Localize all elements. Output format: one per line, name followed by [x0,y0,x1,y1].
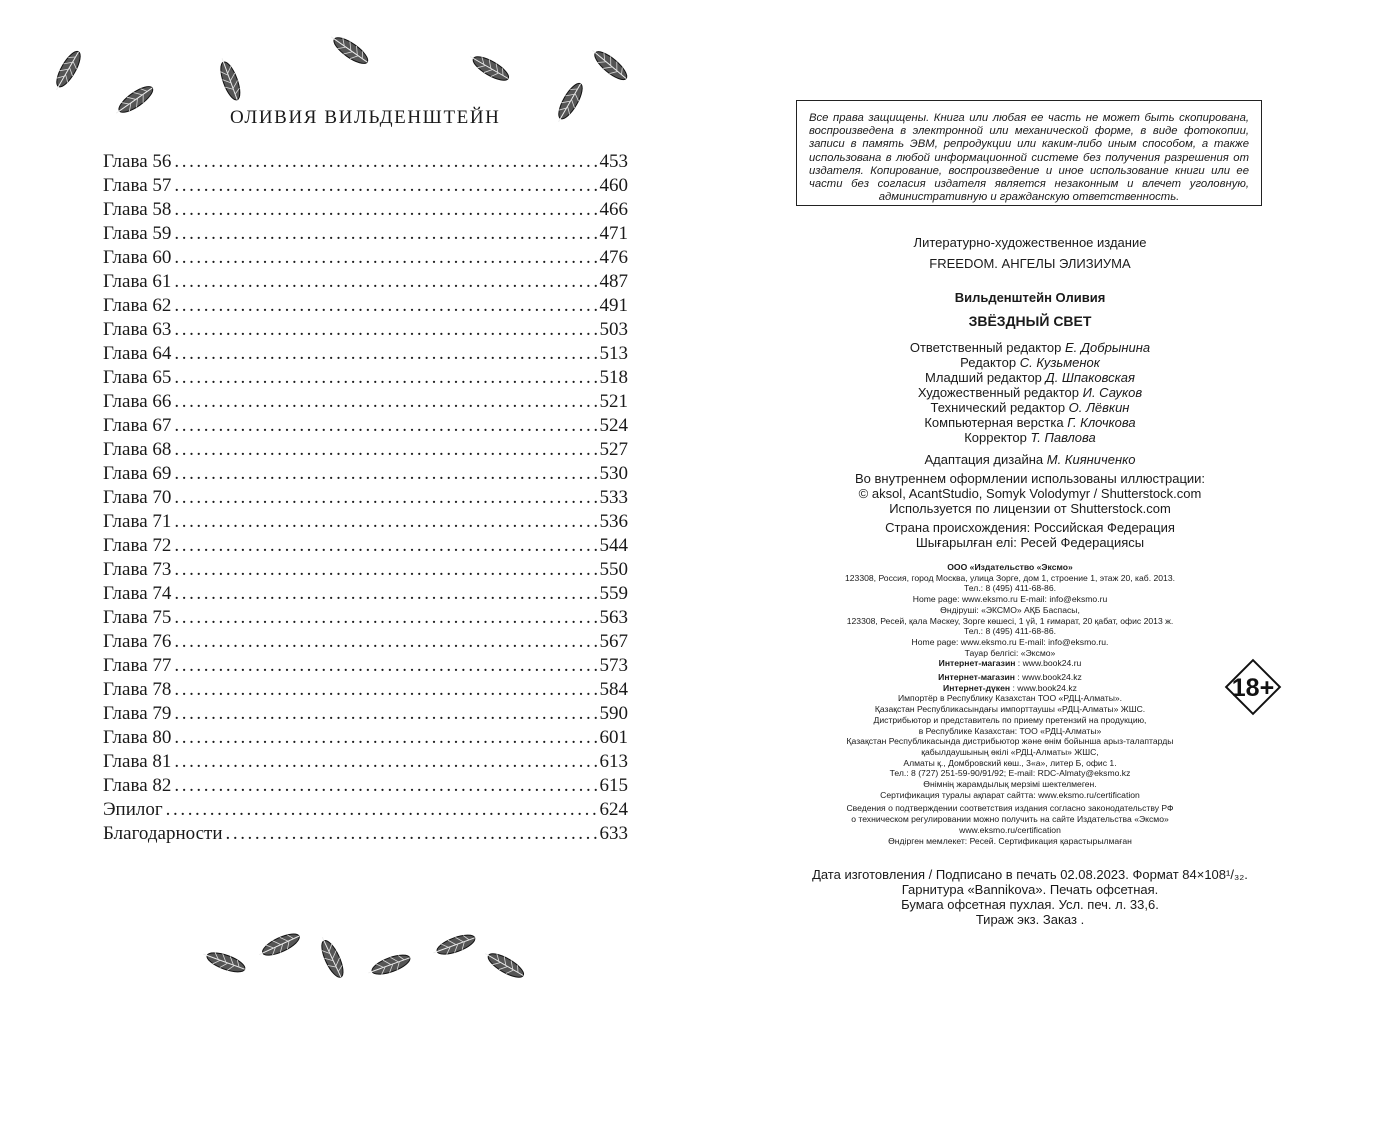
toc-leader-dots [174,702,596,726]
toc-page-number: 613 [599,751,628,772]
toc-page-number: 524 [599,415,628,436]
copyright-notice: Все права защищены. Книга или любая ее часть не может быть скопирована, воспроизведена в электронной или механической форме, в виде фотокопии, записи в память ЭВМ, репродукции или каким-либо иным способом, а также использована в любой информационной системе без получения разрешения от издателя. Копирование, воспроизведение и иное использование книги или ее части без согласия издателя является незаконным и влечет уголовную, административную и гражданскую ответственность. [796,100,1262,206]
illustration-line: Используется по лицензии от Shutterstock.com [889,501,1171,516]
toc-leader-dots [174,294,596,318]
credit-name: О. Лёвкин [1068,400,1130,415]
publisher-imprint [760,562,1260,846]
toc-page-number: 615 [599,775,628,796]
credit-line [780,355,1280,370]
toc-label: Благодарности [103,823,223,844]
credit-name: Т. Павлова [1030,430,1096,445]
running-header-author: ОЛИВИЯ ВИЛЬДЕНШТЕЙН [230,107,501,128]
country-line: Шығарылған елі: Ресей Федерациясы [915,535,1145,550]
credit-role: Корректор [964,430,1027,445]
toc-page-number: 460 [599,175,628,196]
toc-label: Глава 75 [103,607,172,628]
certification-line: www.eksmo.ru/certification [959,824,1061,835]
toc-page-number: 563 [599,607,628,628]
toc-label: Глава 78 [103,679,172,700]
toc-entry [103,318,628,342]
feather-icon [45,42,91,97]
toc-leader-dots [174,462,596,486]
toc-entry [103,342,628,366]
credit-name: Е. Добрынина [1065,340,1151,355]
credit-role: Компьютерная верстка [924,415,1064,430]
toc-leader-dots [174,774,596,798]
toc-leader-dots [174,366,596,390]
toc-label: Глава 80 [103,727,172,748]
toc-leader-dots [174,150,596,174]
feather-icon [583,40,637,91]
toc-leader-dots [174,174,596,198]
toc-leader-dots [174,678,596,702]
online-shop-line [760,658,1260,669]
toc-label: Глава 62 [103,295,172,316]
credit-line [780,430,1280,445]
toc-entry [103,150,628,174]
toc-page-number: 530 [599,463,628,484]
feather-icon [252,924,307,967]
toc-label: Глава 56 [103,151,172,172]
toc-label: Глава 64 [103,343,172,364]
imprint-line: 123308, Россия, город Москва, улица Зорге, дом 1, строение 1, этаж 20, каб. 2013. [845,572,1175,583]
illustrations-credit [780,471,1280,516]
print-info-line: Дата изготовления / Подписано в печать 02.08.2023. Формат 84×108¹/₃₂. [812,867,1248,882]
toc-entry [103,774,628,798]
age-rating-text: 18+ [1231,674,1275,702]
toc-page-number: 584 [599,679,628,700]
toc-leader-dots [174,222,596,246]
imprint-line: 123308, Ресей, қала Мәскеу, Зорге көшесі, 1 үй, 1 ғимарат, 20 қабат, офис 2013 ж. [846,615,1174,626]
toc-leader-dots [174,582,596,606]
toc-leader-dots [174,486,596,510]
toc-entry [103,726,628,750]
feather-icon [197,942,252,982]
feather-icon [427,925,482,965]
toc-entry [103,462,628,486]
toc-entry [103,414,628,438]
toc-page-number: 536 [599,511,628,532]
toc-label: Глава 60 [103,247,172,268]
toc-entry [103,534,628,558]
toc-page-number: 466 [599,199,628,220]
kz-info-line: Қазақстан Республикасындағы импорттаушы «РДЦ-Алматы» ЖШС. [874,704,1146,715]
toc-page-number: 567 [599,631,628,652]
credit-line [780,385,1280,400]
toc-entry [103,654,628,678]
credit-line [780,400,1280,415]
online-shop-line [760,672,1260,683]
kz-info-line: Дистрибьютор и представитель по приему претензий на продукцию, [873,714,1147,725]
feather-icon [462,45,517,91]
toc-entry [103,390,628,414]
shop-url: : www.book24.kz [1014,672,1082,683]
feather-icon [311,930,354,985]
certification-line: Өндірген мемлекет: Ресей. Сертификация қарастырылмаған [888,835,1132,846]
toc-label: Глава 57 [103,175,172,196]
toc-page-number: 513 [599,343,628,364]
toc-leader-dots [174,318,596,342]
toc-page-number: 527 [599,439,628,460]
credit-role: Младший редактор [925,370,1042,385]
imprint-line: Home page: www.eksmo.ru E-mail: info@eksmo.ru [912,594,1108,605]
feather-icon [108,76,163,124]
toc-entry [103,630,628,654]
toc-label: Эпилог [103,799,163,820]
feather-icon [477,942,532,988]
toc-leader-dots [174,750,596,774]
toc-leader-dots [174,438,596,462]
toc-entry [103,822,628,846]
credit-name: С. Кузьменок [1019,355,1100,370]
illustration-line: Во внутреннем оформлении использованы иллюстрации: [854,471,1206,486]
country-of-origin [780,520,1280,550]
toc-page-number: 550 [599,559,628,580]
toc-label: Глава 69 [103,463,172,484]
imprint-line: Тел.: 8 (495) 411-68-86. [964,583,1056,594]
toc-entry [103,798,628,822]
toc-leader-dots [174,510,596,534]
toc-page-number: 453 [599,151,628,172]
shop-url: : www.book24.kz [1010,682,1077,693]
print-info-line: Гарнитура «Bannikova». Печать офсетная. [901,882,1159,897]
toc-entry [103,486,628,510]
credit-line [780,340,1280,355]
toc-leader-dots [174,414,596,438]
toc-page-number: 518 [599,367,628,388]
toc-page-number: 491 [599,295,628,316]
shop-label: Интернет-магазин [938,658,1016,669]
toc-page-number: 590 [599,703,628,724]
credit-name: Д. Шпаковская [1045,370,1135,385]
toc-entry [103,678,628,702]
toc-label: Глава 81 [103,751,172,772]
toc-leader-dots [226,822,597,846]
toc-label: Глава 68 [103,439,172,460]
toc-leader-dots [174,342,596,366]
toc-page-number: 559 [599,583,628,604]
toc-label: Глава 58 [103,199,172,220]
toc-entry [103,222,628,246]
toc-label: Глава 73 [103,559,172,580]
toc-entry [103,582,628,606]
toc-label: Глава 74 [103,583,172,604]
table-of-contents [103,150,628,846]
toc-entry [103,270,628,294]
credits-list [780,340,1280,445]
toc-entry [103,366,628,390]
certification-line: Сведения о подтверждении соответствия издания согласно законодательству РФ [846,803,1174,814]
toc-leader-dots [174,726,596,750]
feather-icon [547,74,593,129]
book-title: ЗВЁЗДНЫЙ СВЕТ [968,313,1092,329]
toc-label: Глава 71 [103,511,172,532]
toc-entry [103,558,628,582]
publisher-name: ООО «Издательство «Эксмо» [947,562,1073,572]
kz-info-line: қабылдаушының өкілі «РДЦ-Алматы» ЖШС, [921,746,1099,757]
toc-page-number: 503 [599,319,628,340]
toc-entry [103,510,628,534]
design-credit [780,452,1280,467]
toc-page-number: 573 [599,655,628,676]
toc-entry [103,294,628,318]
age-rating-badge [1220,654,1286,720]
toc-label: Глава 61 [103,271,172,292]
credit-name: М. Кияниченко [1046,452,1136,467]
toc-label: Глава 65 [103,367,172,388]
toc-label: Глава 72 [103,535,172,556]
toc-label: Глава 82 [103,775,172,796]
toc-leader-dots [174,558,596,582]
illustration-line: © aksol, AcantStudio, Somyk Volodymyr / Shutterstock.com [858,486,1202,501]
toc-entry [103,174,628,198]
toc-page-number: 601 [599,727,628,748]
toc-label: Глава 70 [103,487,172,508]
kz-info-line: Алматы қ., Домбровский көш., 3«а», литер Б, офис 1. [903,757,1117,768]
toc-page-number: 544 [599,535,628,556]
kz-info-line: Импортёр в Республику Казахстан ТОО «РДЦ-Алматы». [897,693,1123,704]
imprint-line: Тауар белгісі: «Эксмо» [964,647,1056,658]
country-line: Страна происхождения: Российская Федерация [885,520,1175,535]
shop-url: : www.book24.ru [1015,658,1082,669]
shop-label: Интернет-магазин [938,672,1015,683]
feather-icon [323,26,378,74]
toc-label: Глава 77 [103,655,172,676]
toc-leader-dots [174,630,596,654]
online-shop-line [760,683,1260,694]
credit-role: Художественный редактор [917,385,1080,400]
certification-line: о техническом регулировании можно получить на сайте Издательства «Эксмо» [851,814,1169,825]
toc-entry [103,246,628,270]
toc-label: Глава 79 [103,703,172,724]
toc-page-number: 487 [599,271,628,292]
book-author: Вильденштейн Оливия [954,290,1106,305]
toc-label: Глава 66 [103,391,172,412]
toc-leader-dots [174,198,596,222]
feather-icon [210,52,250,107]
credit-role: Технический редактор [930,400,1066,415]
toc-page-number: 476 [599,247,628,268]
print-info-line: Тираж экз. Заказ . [975,912,1085,927]
kz-info-line: Қазақстан Республикасында дистрибьютор және өнім бойынша арыз-талаптарды [846,736,1174,747]
toc-label: Глава 76 [103,631,172,652]
credit-role: Адаптация дизайна [924,452,1044,467]
toc-leader-dots [166,798,597,822]
feather-icon [362,945,417,985]
toc-entry [103,702,628,726]
toc-leader-dots [174,654,596,678]
toc-entry [103,606,628,630]
kz-info-line: Сертификация туралы ақпарат сайтта: www.eksmo.ru/certification [880,789,1140,800]
shop-label: Интернет-дүкен [943,682,1011,693]
toc-leader-dots [174,390,596,414]
toc-page-number: 633 [599,823,628,844]
credit-line [780,370,1280,385]
imprint-line: Тел.: 8 (495) 411-68-86. [964,626,1056,637]
imprint-line: Өндіруші: «ЭКСМО» АҚБ Баспасы, [940,604,1080,615]
toc-label: Глава 59 [103,223,172,244]
credit-name: И. Сауков [1082,385,1143,400]
toc-entry [103,438,628,462]
toc-leader-dots [174,534,596,558]
imprint-line: Home page: www.eksmo.ru E-mail: info@eksmo.ru. [911,636,1109,647]
credit-line [780,415,1280,430]
kz-info-line: Тел.: 8 (727) 251-59-90/91/92; E-mail: RDC-Almaty@eksmo.kz [889,768,1131,779]
edition-type: Литературно-художественное издание [913,235,1147,250]
toc-leader-dots [174,270,596,294]
series-title: FREEDOM. АНГЕЛЫ ЭЛИЗИУМА [929,256,1131,271]
toc-page-number: 521 [599,391,628,412]
credit-role: Ответственный редактор [909,340,1062,355]
kz-info-line: Өнімнің жарамдылық мерзімі шектелмеген. [923,779,1097,790]
kz-info-line: в Республике Казахстан: ТОО «РДЦ-Алматы» [918,725,1102,736]
credit-role: Редактор [960,355,1017,370]
toc-page-number: 533 [599,487,628,508]
toc-entry [103,198,628,222]
toc-leader-dots [174,606,596,630]
print-info [770,867,1290,927]
toc-label: Глава 67 [103,415,172,436]
toc-entry [103,750,628,774]
print-info-line: Бумага офсетная пухлая. Усл. печ. л. 33,6. [901,897,1159,912]
toc-leader-dots [174,246,596,270]
toc-page-number: 624 [599,799,628,820]
toc-label: Глава 63 [103,319,172,340]
toc-page-number: 471 [599,223,628,244]
credit-name: Г. Клочкова [1067,415,1136,430]
